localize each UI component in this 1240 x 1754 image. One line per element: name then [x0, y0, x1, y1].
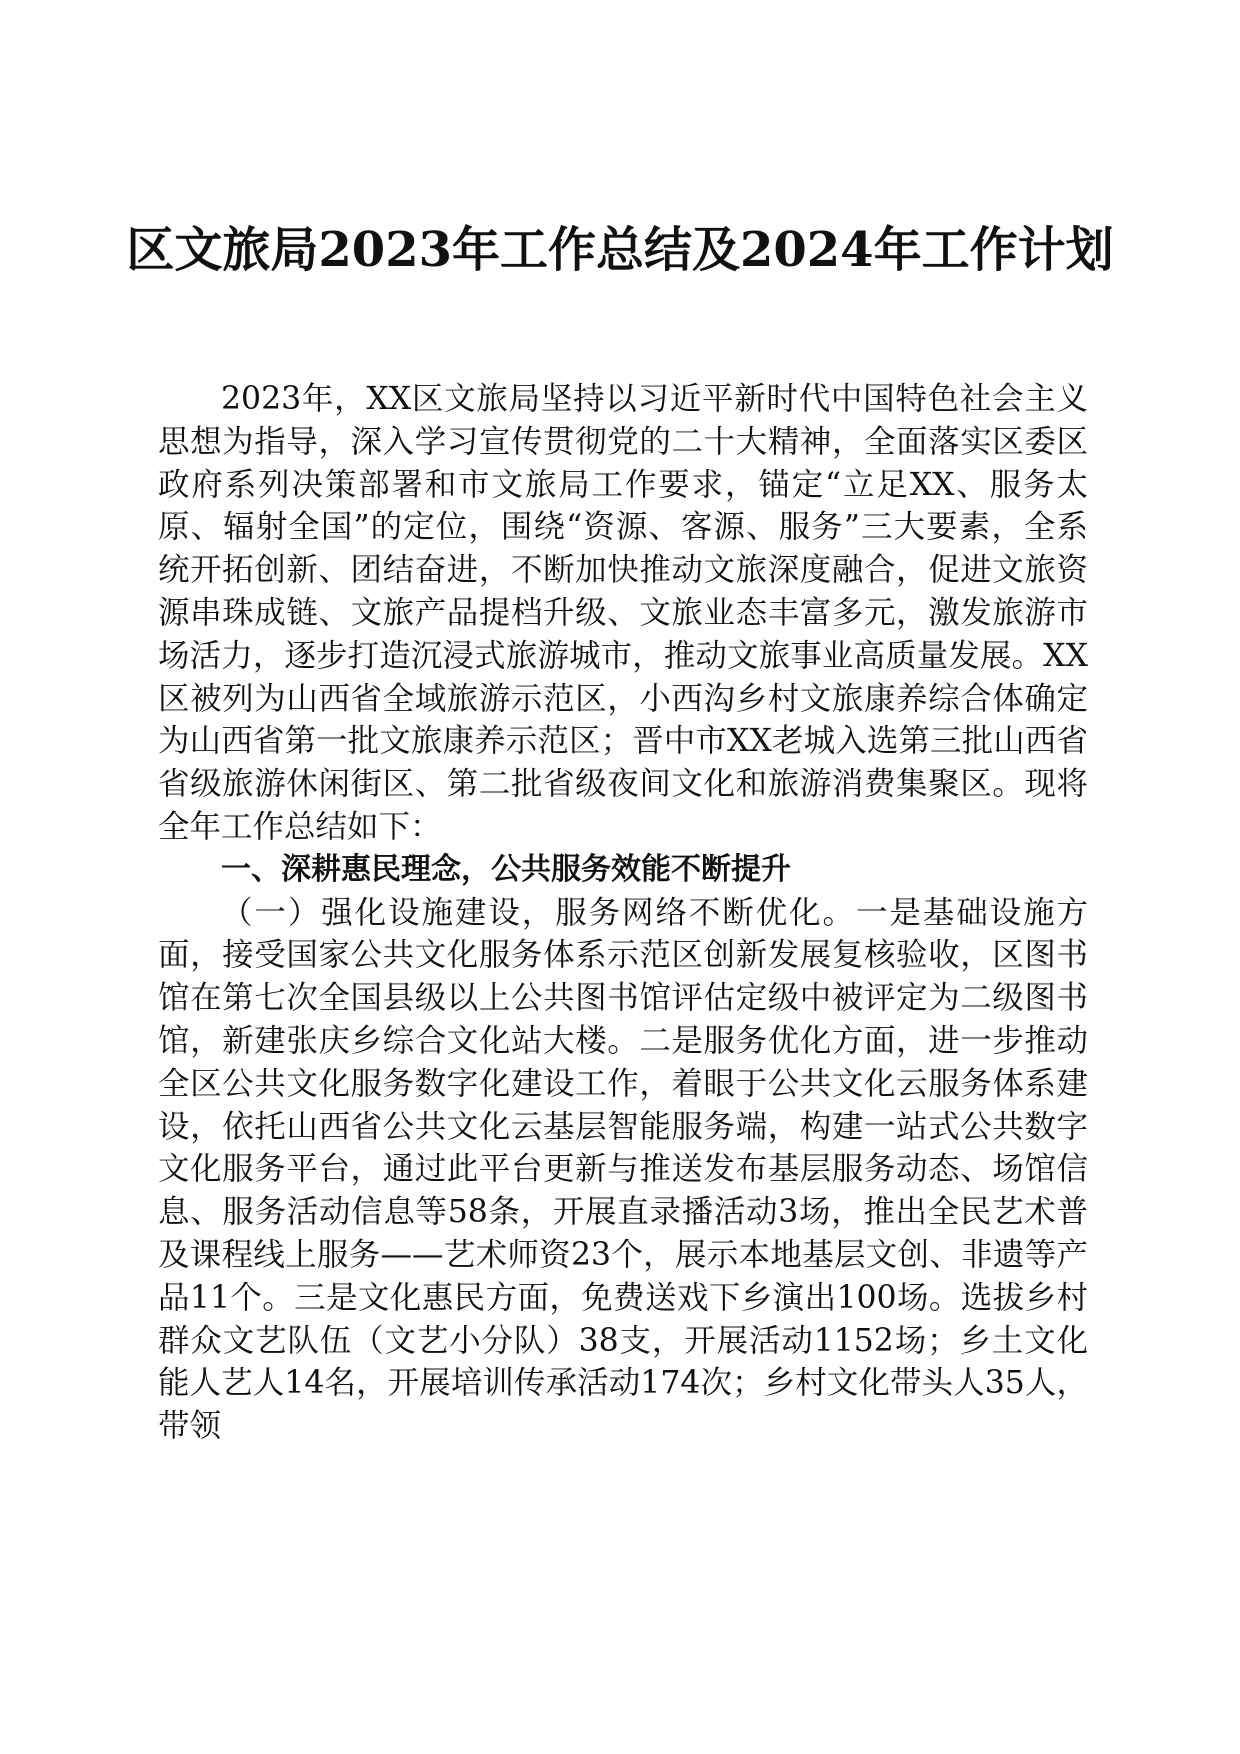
document-title: 区文旅局2023年工作总结及2024年工作计划 [126, 222, 1114, 278]
intro-paragraph: 2023年，XX区文旅局坚持以习近平新时代中国特色社会主义思想为指导，深入学习宣传贯彻党的二十大精神，全面落实区委区政府系列决策部署和市文旅局工作要求，锚定“立足XX、服务太原、辐射全国”的定位，围绕“资源、客源、服务”三大要素，全系统开拓创新、团结奋进，不断加快推动文旅深度融合，促进文旅资源串珠成链、文旅产品提档升级、文旅业态丰富多元，激发旅游市场活力，逐步打造沉浸式旅游城市，推动文旅事业高质量发展。XX区被列为山西省全域旅游示范区，小西沟乡村文旅康养综合体确定为山西省第一批文旅康养示范区；晋中市XX老城入选第三批山西省省级旅游休闲街区、第二批省级夜间文化和旅游消费集聚区。现将全年工作总结如下： [158, 381, 1088, 845]
document-body [158, 378, 1088, 1448]
section-1-heading: 一、深耕惠民理念，公共服务效能不断提升 [221, 851, 791, 887]
section-1-paragraph: （一）强化设施建设，服务网络不断优化。一是基础设施方面，接受国家公共文化服务体系示范区创新发展复核验收，区图书馆在第七次全国县级以上公共图书馆评估定级中被评定为二级图书馆，新建张庆乡综合文化站大楼。二是服务优化方面，进一步推动全区公共文化服务数字化建设工作，着眼于公共文化云服务体系建设，依托山西省公共文化云基层智能服务端，构建一站式公共数字文化服务平台，通过此平台更新与推送发布基层服务动态、场馆信息、服务活动信息等58条，开展直录播活动3场，推出全民艺术普及课程线上服务——艺术师资23个，展示本地基层文创、非遗等产品11个。三是文化惠民方面，免费送戏下乡演出100场。选拔乡村群众文艺队伍（文艺小分队）38支，开展活动1152场；乡土文化能人艺人14名，开展培训传承活动174次；乡村文化带头人35人，带领 [158, 894, 1088, 1445]
